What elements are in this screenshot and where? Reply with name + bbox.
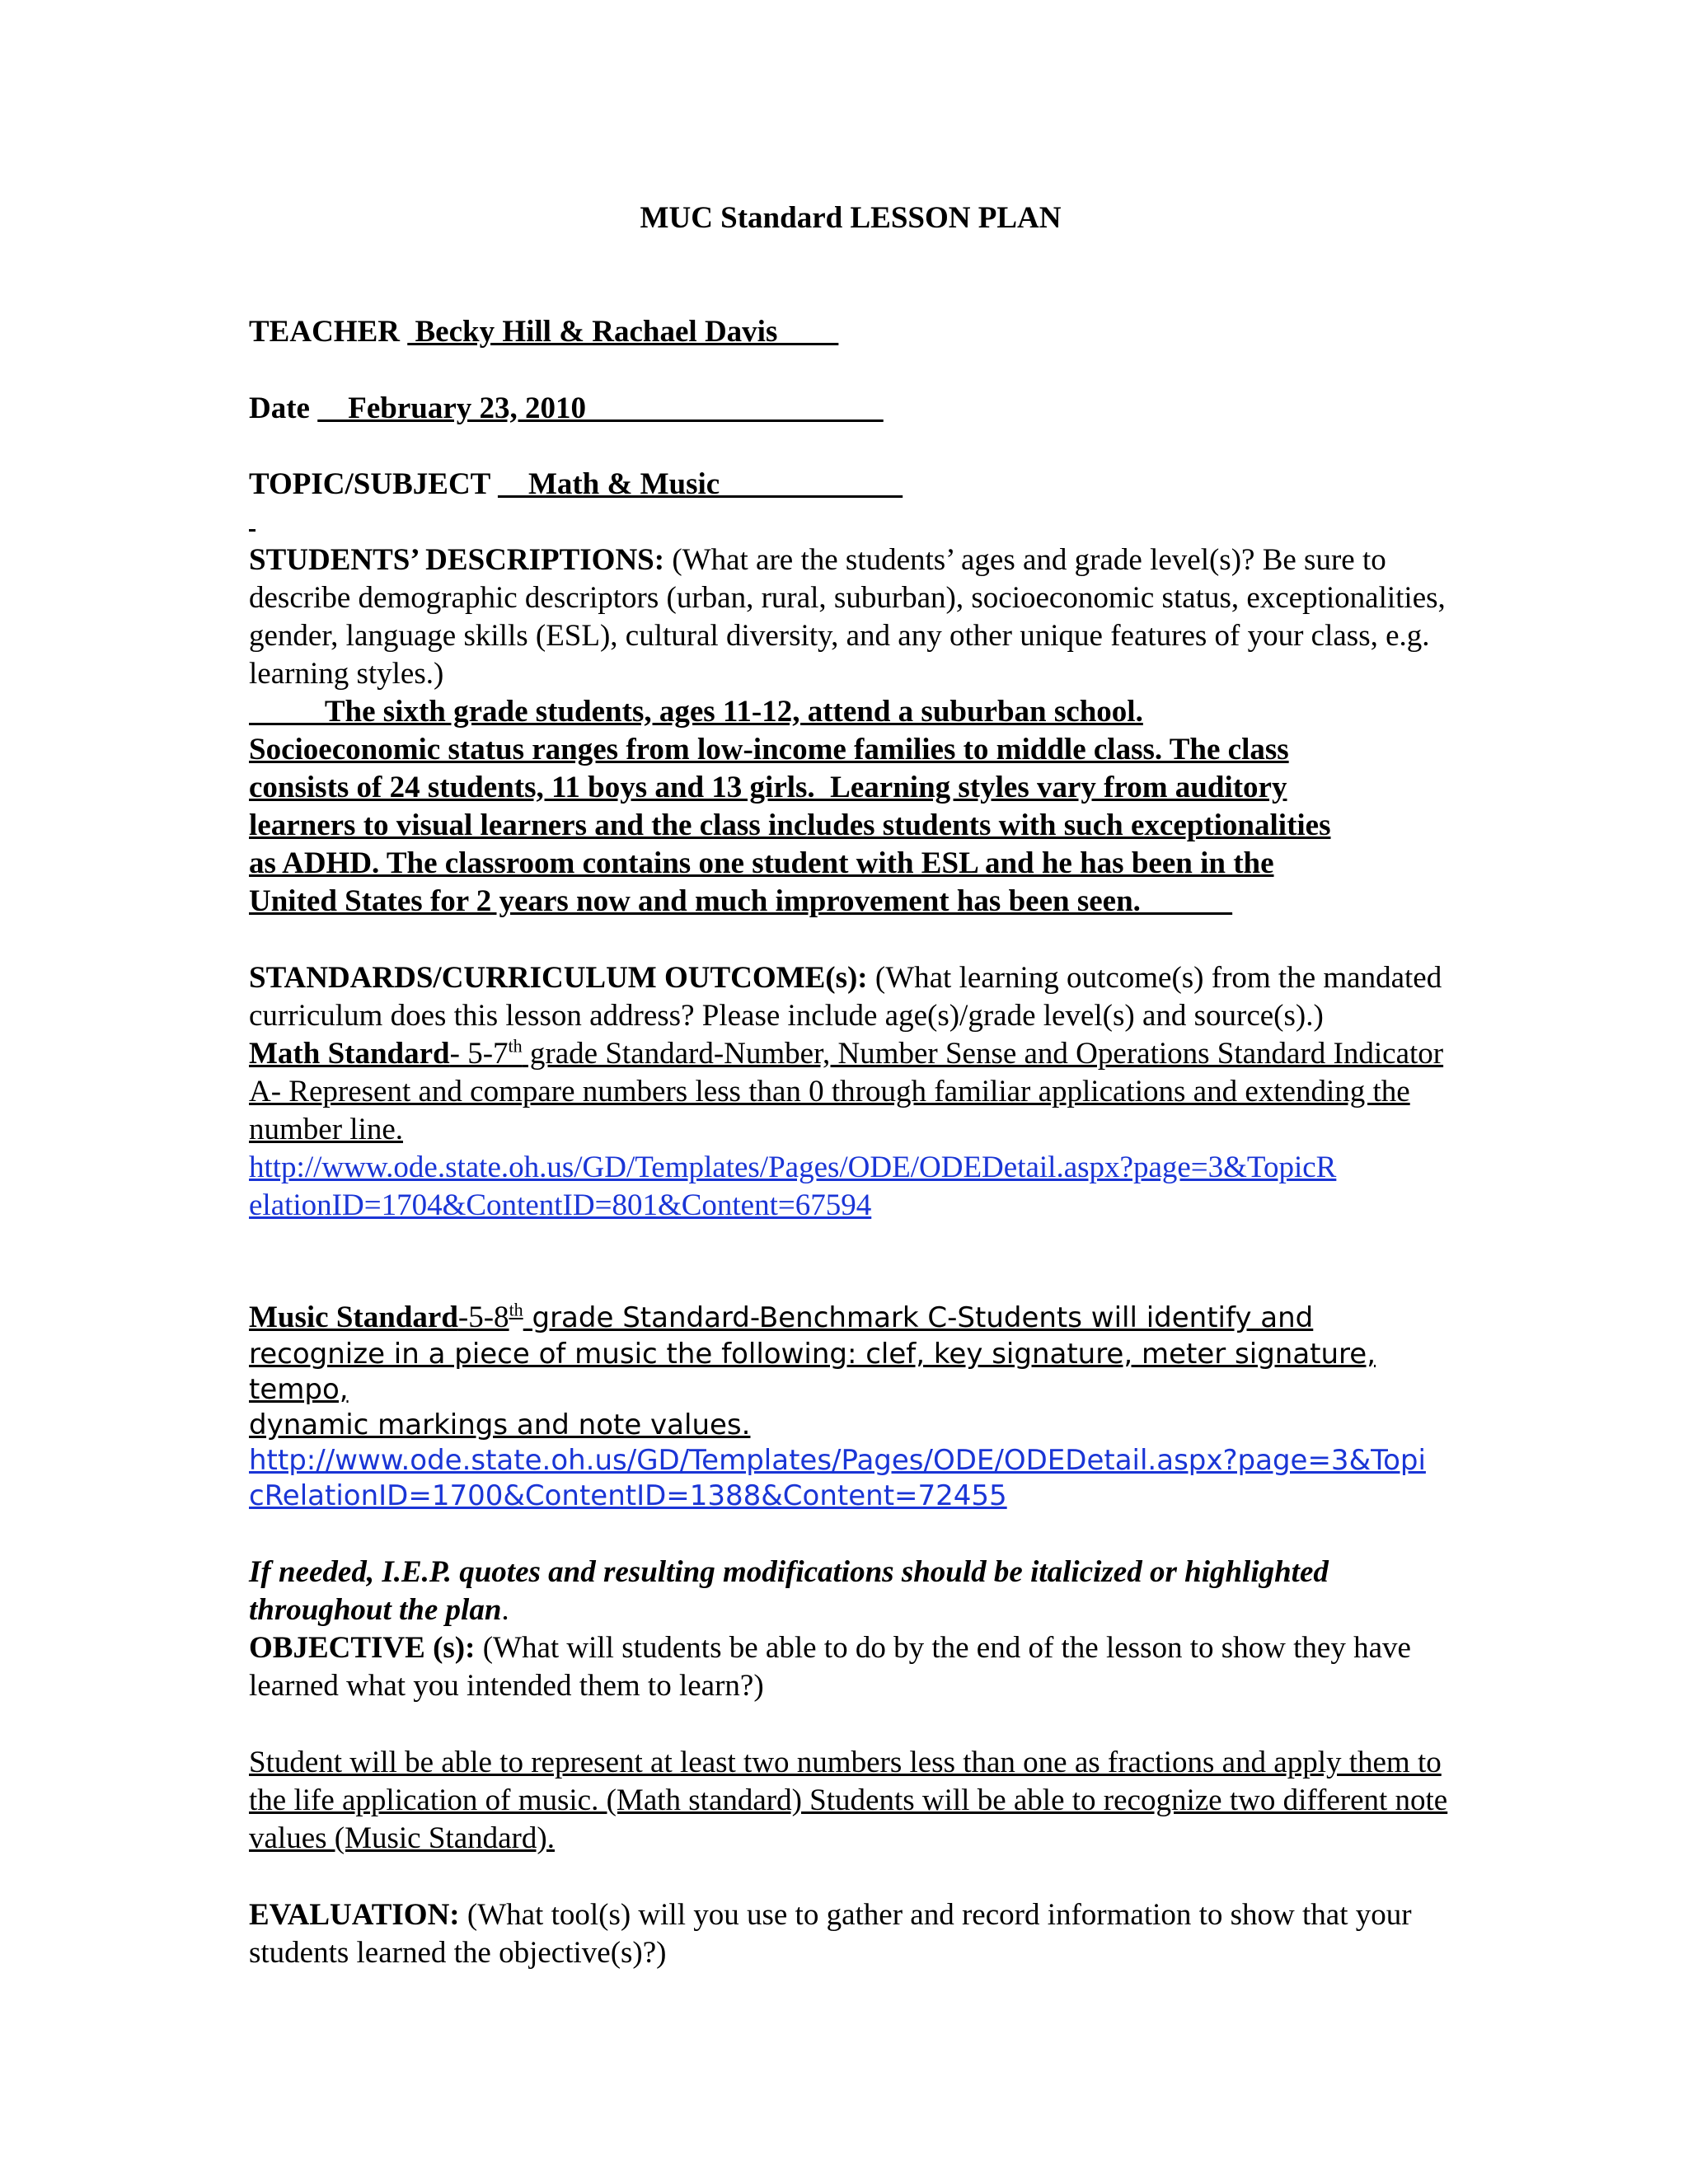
students-heading: STUDENTS’ DESCRIPTIONS: [249, 543, 665, 577]
music-standard-sup: th [509, 1299, 523, 1320]
standards-heading: STANDARDS/CURRICULUM OUTCOME(s): [249, 961, 868, 995]
date-field [249, 390, 884, 428]
students-answer [249, 693, 1452, 921]
students-answer-line: as ADHD. The classroom contains one student with ESL and he has been in the [249, 846, 1274, 880]
music-standard-grade: -5-8 [457, 1301, 509, 1334]
music-standard-text: grade Standard-Benchmark C-Students will identify and [523, 1301, 1314, 1334]
iep-note-period: . [501, 1593, 509, 1627]
music-standard-label: Music Standard [249, 1301, 458, 1334]
standards-section [249, 959, 1452, 1225]
objective-prompt-text: (What will students be able to do by the end of the lesson to show they have learned what you intended them to learn?) [249, 1631, 1411, 1703]
music-standard-link[interactable] [249, 1443, 1452, 1514]
math-link-line[interactable]: http://www.ode.state.oh.us/GD/Templates/Pages/ODE/ODEDetail.aspx?page=3&TopicR [249, 1151, 1337, 1184]
students-prompt [249, 541, 1452, 693]
music-standard [249, 1299, 1452, 1337]
stray-mark [249, 529, 256, 532]
math-standard-label: Math Standard [249, 1037, 450, 1071]
students-answer-line: The sixth grade students, ages 11-12, attend a suburban school. [249, 695, 1143, 729]
evaluation-prompt [249, 1896, 1452, 1972]
evaluation-section [249, 1896, 1452, 1972]
math-standard-sup: th [508, 1035, 523, 1057]
standards-prompt [249, 959, 1452, 1035]
standards-prompt-text: (What learning outcome(s) from the mandated curriculum does this lesson address? Please include age(s)/grade level(s) and source(s).) [249, 961, 1442, 1033]
math-standard-link[interactable] [249, 1149, 1452, 1225]
teacher-field [249, 313, 838, 351]
objective-answer: Student will be able to represent at least two numbers less than one as fractions and apply them to the life application of music. (Math standard) Students will be able to recognize two different note values (Music Standard). [249, 1746, 1448, 1855]
math-standard [249, 1035, 1452, 1149]
students-answer-line: consists of 24 students, 11 boys and 13 girls. Learning styles vary from auditory [249, 771, 1287, 804]
music-link-line[interactable]: cRelationID=1700&ContentID=1388&Content=72455 [249, 1479, 1007, 1512]
students-answer-line: United States for 2 years now and much improvement has been seen.______ [249, 884, 1232, 918]
evaluation-heading: EVALUATION: [249, 1898, 460, 1932]
objective-prompt [249, 1629, 1452, 1705]
teacher-label: TEACHER [249, 315, 400, 349]
students-prompt-text: (What are the students’ ages and grade level(s)? Be sure to describe demographic descriptors (urban, rural, suburban), socioeconomic status, exceptionalities, gender, language skills (ESL), cultural diversity, and any other unique features of your class, e.g. learning styles.) [249, 543, 1446, 691]
music-standard-text: recognize in a piece of music the following: clef, key signature, meter signature, tempo, [249, 1338, 1376, 1406]
page-title: MUC Standard LESSON PLAN [640, 201, 1062, 235]
topic-field [249, 466, 903, 504]
math-link-line[interactable]: elationID=1704&ContentID=801&Content=67594 [249, 1188, 872, 1222]
students-answer-line: learners to visual learners and the class includes students with such exceptionalities [249, 808, 1331, 842]
date-value: February 23, 2010 [317, 391, 884, 425]
evaluation-prompt-text: (What tool(s) will you use to gather and record information to show that your students learned the objective(s)?) [249, 1898, 1412, 1970]
objective-heading: OBJECTIVE (s): [249, 1631, 476, 1665]
date-label: Date [249, 391, 310, 425]
students-answer-line: Socioeconomic status ranges from low-income families to middle class. The class [249, 733, 1289, 766]
iep-note [249, 1554, 1452, 1629]
music-standard-section [249, 1299, 1452, 1514]
topic-label: TOPIC/SUBJECT [249, 467, 490, 501]
objective-section [249, 1629, 1452, 1705]
math-standard-text: grade Standard-Number, Number Sense and Operations Standard Indicator A- Represent and compare numbers less than 0 through familiar applications and extending the number line. [249, 1037, 1444, 1146]
iep-note-text: If needed, I.E.P. quotes and resulting modifications should be italicized or highlighted throughout the plan [249, 1555, 1329, 1627]
topic-value: Math & Music [497, 467, 903, 501]
music-standard-text: dynamic markings and note values. [249, 1408, 751, 1441]
math-standard-grade: - 5-7 [449, 1037, 509, 1071]
music-link-line[interactable]: http://www.ode.state.oh.us/GD/Templates/Pages/ODE/ODEDetail.aspx?page=3&Topi [249, 1444, 1426, 1477]
students-section [249, 541, 1452, 921]
teacher-value: Becky Hill & Rachael Davis [407, 315, 839, 349]
